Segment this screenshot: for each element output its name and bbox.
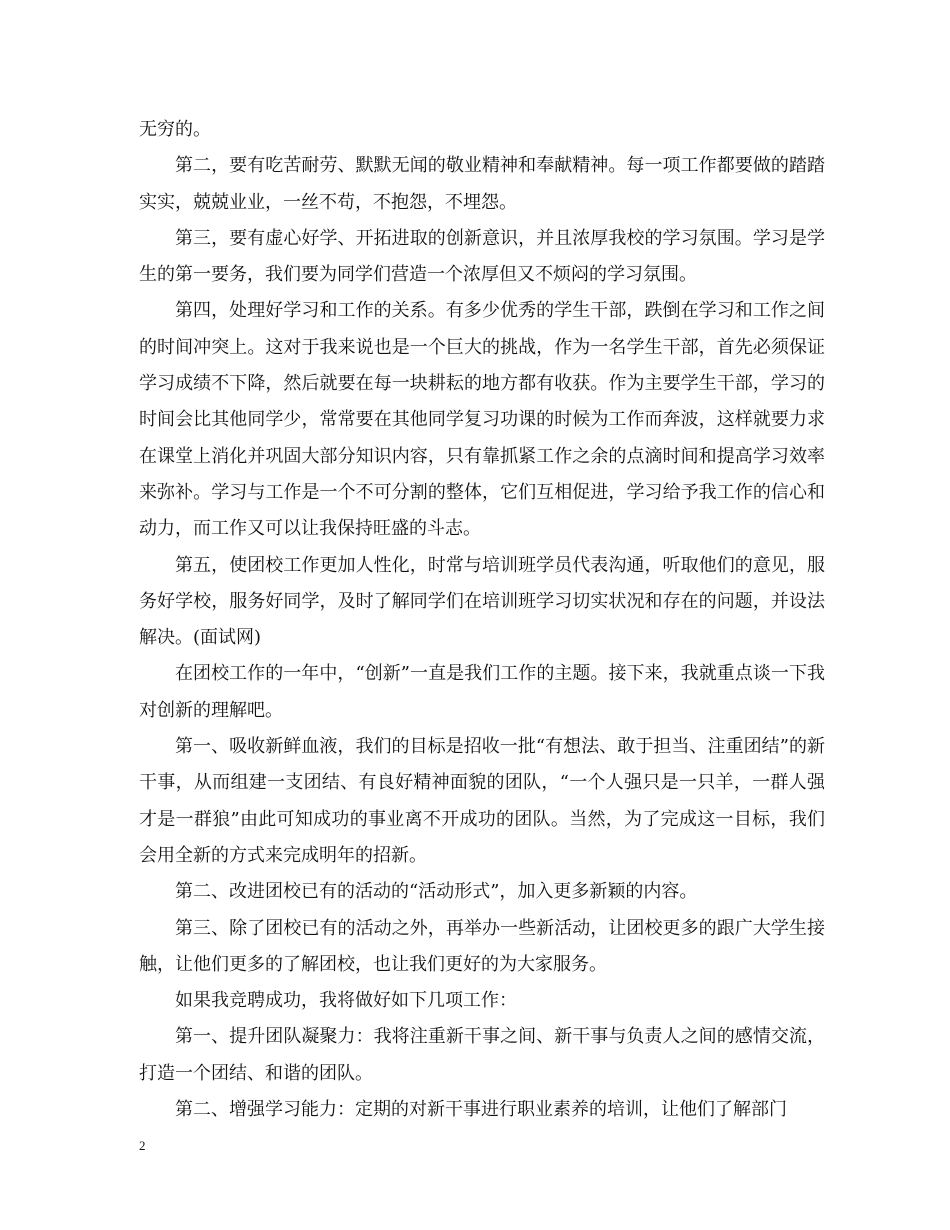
paragraph-plan-first: 第一、提升团队凝聚力：我将注重新干事之间、新干事与负责人之间的感情交流，打造一个团结、和谐的团队。: [139, 1026, 825, 1084]
paragraph-innovation-third: 第三、除了团校已有的活动之外，再举办一些新活动，让团校更多的跟广大学生接触，让他们更多的了解团校，也让我们更好的为大家服务。: [139, 917, 825, 975]
paragraph-fourth-point: 第四，处理好学习和工作的关系。有多少优秀的学生干部，跌倒在学习和工作之间的时间冲突上。这对于我来说也是一个巨大的挑战，作为一名学生干部，首先必须保证学习成绩不下降，然后就要在每一块耕耘的地方都有收获。作为主要学生干部，学习的时间会比其他同学少，常常要在其他同学复习功课的时候为工作而奔波，这样就要力求在课堂上消化并巩固大部分知识内容，只有靠抓紧工作之余的点滴时间和提高学习效率来弥补。学习与工作是一个不可分割的整体，它们互相促进，学习给予我工作的信心和动力，而工作又可以让我保持旺盛的斗志。: [139, 300, 825, 540]
paragraph-innovation-intro: 在团校工作的一年中，“创新”一直是我们工作的主题。接下来，我就重点谈一下我对创新的理解吧。: [139, 663, 825, 721]
paragraph-second-point: 第二，要有吃苦耐劳、默默无闻的敬业精神和奉献精神。每一项工作都要做的踏踏实实，兢兢业业，一丝不苟，不抱怨，不埋怨。: [139, 155, 825, 213]
body-text: [139, 112, 825, 1128]
paragraph-innovation-second: 第二、改进团校已有的活动的“活动形式”，加入更多新颖的内容。: [175, 881, 698, 903]
paragraph-innovation-first: 第一、吸收新鲜血液，我们的目标是招收一批“有想法、敢于担当、注重团结”的新干事，从而组建一支团结、有良好精神面貌的团队，“一个人强只是一只羊，一群人强才是一群狼”由此可知成功的事业离不开成功的团队。当然，为了完成这一目标，我们会用全新的方式来完成明年的招新。: [139, 736, 825, 866]
paragraph-continuation: 无穷的。: [139, 119, 211, 140]
paragraph-fifth-point: 第五，使团校工作更加人性化，时常与培训班学员代表沟通，听取他们的意见，服务好学校，服务好同学，及时了解同学们在培训班学习切实状况和存在的问题，并设法解决。(面试网): [139, 554, 825, 649]
paragraph-plan-second: 第二、增强学习能力：定期的对新干事进行职业素养的培训，让他们了解部门: [175, 1099, 787, 1121]
paragraph-plan-intro: 如果我竞聘成功，我将做好如下几项工作：: [175, 990, 517, 1012]
page-number: 2: [139, 1138, 146, 1153]
paragraph-third-point: 第三，要有虚心好学、开拓进取的创新意识，并且浓厚我校的学习氛围。学习是学生的第一要务，我们要为同学们营造一个浓厚但又不烦闷的学习氛围。: [139, 227, 825, 286]
